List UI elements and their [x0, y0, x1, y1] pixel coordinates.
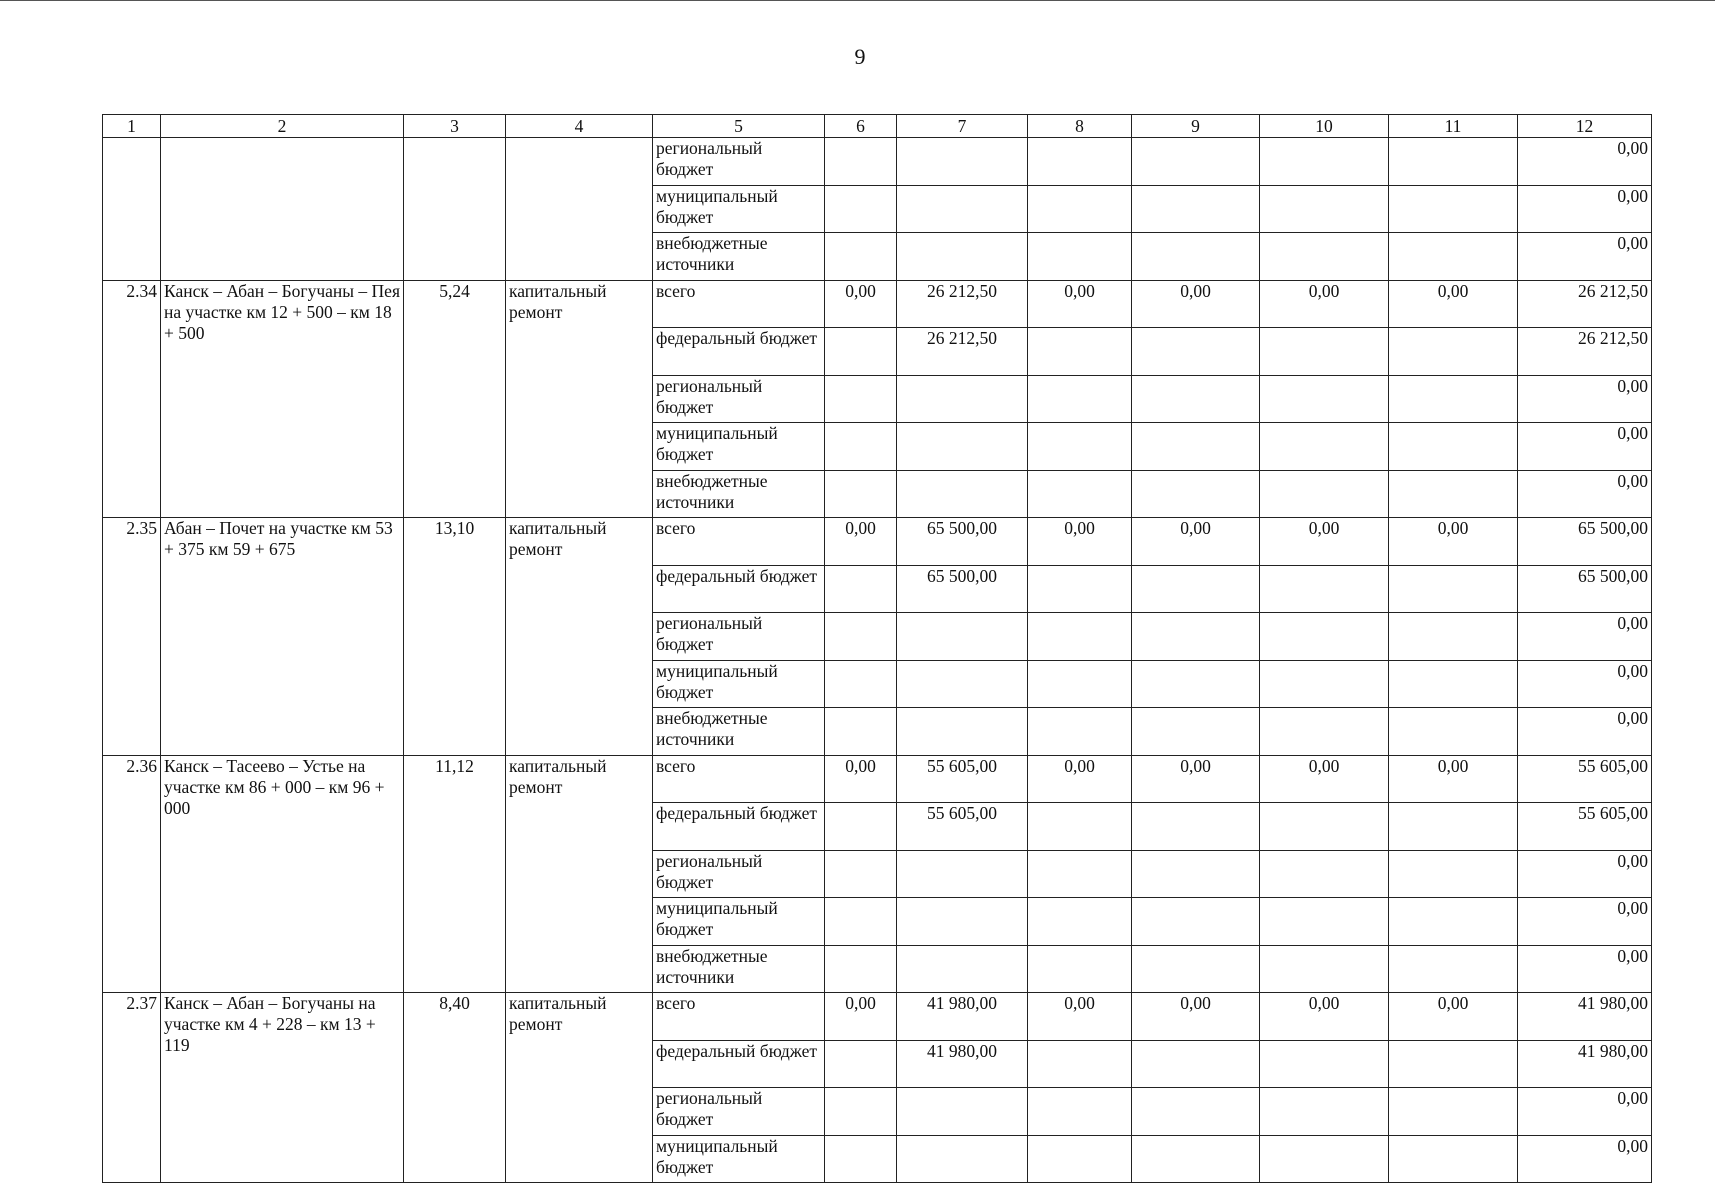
value-cell-c11: 0,00	[1389, 993, 1518, 1041]
value-cell-c11	[1389, 803, 1518, 851]
value-cell-c7	[897, 375, 1028, 423]
value-cell-c8	[1028, 613, 1132, 661]
funding-source-cell: федеральный бюджет	[653, 803, 825, 851]
value-cell-c8	[1028, 1135, 1132, 1183]
funding-source-cell: региональный бюджет	[653, 850, 825, 898]
funding-source-cell: внебюджетные источники	[653, 708, 825, 756]
value-cell-c6	[825, 233, 897, 281]
value-cell-c7	[897, 138, 1028, 186]
value-cell-c9	[1132, 803, 1260, 851]
object-length: 13,10	[404, 518, 506, 756]
column-header: 4	[506, 115, 653, 138]
code-cell	[103, 138, 161, 281]
table-row	[103, 755, 1652, 803]
value-cell-c8	[1028, 708, 1132, 756]
value-cell-c11	[1389, 1135, 1518, 1183]
object-code: 2.35	[103, 518, 161, 756]
value-cell-c8	[1028, 233, 1132, 281]
funding-source-cell: муниципальный бюджет	[653, 185, 825, 233]
total-cell: 55 605,00	[1518, 803, 1652, 851]
value-cell-c8	[1028, 945, 1132, 993]
total-cell: 26 212,50	[1518, 280, 1652, 328]
table-row	[103, 518, 1652, 566]
total-cell: 0,00	[1518, 850, 1652, 898]
value-cell-c8: 0,00	[1028, 518, 1132, 566]
funding-source-cell: региональный бюджет	[653, 138, 825, 186]
value-cell-c9	[1132, 898, 1260, 946]
value-cell-c7	[897, 1088, 1028, 1136]
column-header: 7	[897, 115, 1028, 138]
value-cell-c8	[1028, 1088, 1132, 1136]
total-cell: 41 980,00	[1518, 1040, 1652, 1088]
value-cell-c9	[1132, 660, 1260, 708]
funding-source-cell: всего	[653, 993, 825, 1041]
value-cell-c10	[1260, 898, 1389, 946]
value-cell-c11	[1389, 1088, 1518, 1136]
object-work-type: капитальный ремонт	[506, 993, 653, 1183]
total-cell: 0,00	[1518, 708, 1652, 756]
value-cell-c7	[897, 660, 1028, 708]
funding-source-cell: региональный бюджет	[653, 375, 825, 423]
object-length: 5,24	[404, 280, 506, 518]
value-cell-c8	[1028, 470, 1132, 518]
value-cell-c11	[1389, 613, 1518, 661]
value-cell-c6	[825, 328, 897, 376]
value-cell-c9: 0,00	[1132, 755, 1260, 803]
value-cell-c7	[897, 185, 1028, 233]
funding-source-cell: муниципальный бюджет	[653, 1135, 825, 1183]
total-cell: 0,00	[1518, 423, 1652, 471]
value-cell-c11	[1389, 850, 1518, 898]
value-cell-c10: 0,00	[1260, 755, 1389, 803]
name-cell	[161, 138, 404, 281]
value-cell-c9	[1132, 613, 1260, 661]
total-cell: 0,00	[1518, 375, 1652, 423]
work-type-cell	[506, 138, 653, 281]
value-cell-c8	[1028, 1040, 1132, 1088]
value-cell-c11: 0,00	[1389, 280, 1518, 328]
object-work-type: капитальный ремонт	[506, 755, 653, 993]
value-cell-c9	[1132, 470, 1260, 518]
value-cell-c9	[1132, 1088, 1260, 1136]
column-header: 1	[103, 115, 161, 138]
value-cell-c8	[1028, 423, 1132, 471]
value-cell-c10	[1260, 470, 1389, 518]
value-cell-c10: 0,00	[1260, 518, 1389, 566]
value-cell-c10	[1260, 850, 1389, 898]
value-cell-c8: 0,00	[1028, 280, 1132, 328]
value-cell-c9	[1132, 945, 1260, 993]
funding-source-cell: внебюджетные источники	[653, 470, 825, 518]
total-cell: 0,00	[1518, 1135, 1652, 1183]
value-cell-c6	[825, 660, 897, 708]
value-cell-c11	[1389, 375, 1518, 423]
total-cell: 0,00	[1518, 660, 1652, 708]
funding-source-cell: муниципальный бюджет	[653, 660, 825, 708]
value-cell-c9	[1132, 375, 1260, 423]
table-row	[103, 280, 1652, 328]
value-cell-c6	[825, 138, 897, 186]
value-cell-c8	[1028, 375, 1132, 423]
column-header: 8	[1028, 115, 1132, 138]
value-cell-c10	[1260, 613, 1389, 661]
funding-source-cell: федеральный бюджет	[653, 328, 825, 376]
value-cell-c7	[897, 233, 1028, 281]
value-cell-c6: 0,00	[825, 755, 897, 803]
value-cell-c7	[897, 470, 1028, 518]
value-cell-c9: 0,00	[1132, 518, 1260, 566]
column-header: 12	[1518, 115, 1652, 138]
value-cell-c10	[1260, 138, 1389, 186]
table-row	[103, 993, 1652, 1041]
value-cell-c6	[825, 1088, 897, 1136]
value-cell-c11	[1389, 423, 1518, 471]
value-cell-c9	[1132, 1040, 1260, 1088]
funding-source-cell: федеральный бюджет	[653, 565, 825, 613]
value-cell-c7	[897, 613, 1028, 661]
value-cell-c11	[1389, 898, 1518, 946]
total-cell: 0,00	[1518, 138, 1652, 186]
funding-source-cell: внебюджетные источники	[653, 945, 825, 993]
value-cell-c6: 0,00	[825, 280, 897, 328]
value-cell-c10	[1260, 185, 1389, 233]
value-cell-c6	[825, 613, 897, 661]
funding-source-cell: внебюджетные источники	[653, 233, 825, 281]
value-cell-c9	[1132, 138, 1260, 186]
object-name: Канск – Абан – Богучаны – Пея на участке км 12 + 500 – км 18 + 500	[161, 280, 404, 518]
value-cell-c7	[897, 423, 1028, 471]
total-cell: 0,00	[1518, 470, 1652, 518]
value-cell-c8	[1028, 328, 1132, 376]
column-header: 6	[825, 115, 897, 138]
value-cell-c7: 26 212,50	[897, 280, 1028, 328]
total-cell: 0,00	[1518, 613, 1652, 661]
value-cell-c6	[825, 1135, 897, 1183]
value-cell-c11	[1389, 945, 1518, 993]
value-cell-c10	[1260, 423, 1389, 471]
value-cell-c10	[1260, 803, 1389, 851]
value-cell-c11	[1389, 328, 1518, 376]
value-cell-c7: 41 980,00	[897, 993, 1028, 1041]
value-cell-c8	[1028, 138, 1132, 186]
value-cell-c6	[825, 898, 897, 946]
value-cell-c8	[1028, 850, 1132, 898]
object-length: 8,40	[404, 993, 506, 1183]
value-cell-c10	[1260, 328, 1389, 376]
funding-source-cell: региональный бюджет	[653, 1088, 825, 1136]
funding-source-cell: федеральный бюджет	[653, 1040, 825, 1088]
value-cell-c9	[1132, 185, 1260, 233]
object-code: 2.37	[103, 993, 161, 1183]
column-header: 5	[653, 115, 825, 138]
value-cell-c9	[1132, 565, 1260, 613]
total-cell: 26 212,50	[1518, 328, 1652, 376]
value-cell-c8	[1028, 660, 1132, 708]
value-cell-c10: 0,00	[1260, 280, 1389, 328]
column-number-row	[103, 115, 1652, 138]
value-cell-c9	[1132, 233, 1260, 281]
value-cell-c7: 26 212,50	[897, 328, 1028, 376]
value-cell-c6	[825, 185, 897, 233]
value-cell-c8: 0,00	[1028, 755, 1132, 803]
value-cell-c8	[1028, 185, 1132, 233]
value-cell-c9: 0,00	[1132, 280, 1260, 328]
column-header: 2	[161, 115, 404, 138]
value-cell-c10	[1260, 708, 1389, 756]
total-cell: 0,00	[1518, 1088, 1652, 1136]
value-cell-c11	[1389, 1040, 1518, 1088]
value-cell-c6	[825, 470, 897, 518]
value-cell-c7: 65 500,00	[897, 518, 1028, 566]
value-cell-c9	[1132, 423, 1260, 471]
value-cell-c11	[1389, 470, 1518, 518]
value-cell-c11	[1389, 660, 1518, 708]
financing-table	[102, 114, 1652, 1183]
value-cell-c9: 0,00	[1132, 993, 1260, 1041]
value-cell-c7: 55 605,00	[897, 755, 1028, 803]
value-cell-c6: 0,00	[825, 518, 897, 566]
object-work-type: капитальный ремонт	[506, 518, 653, 756]
column-header: 3	[404, 115, 506, 138]
value-cell-c6	[825, 708, 897, 756]
funding-source-cell: муниципальный бюджет	[653, 423, 825, 471]
value-cell-c9	[1132, 328, 1260, 376]
total-cell: 0,00	[1518, 898, 1652, 946]
value-cell-c7: 41 980,00	[897, 1040, 1028, 1088]
total-cell: 0,00	[1518, 945, 1652, 993]
total-cell: 55 605,00	[1518, 755, 1652, 803]
object-name: Канск – Абан – Богучаны на участке км 4 + 228 – км 13 + 119	[161, 993, 404, 1183]
value-cell-c10: 0,00	[1260, 993, 1389, 1041]
value-cell-c7	[897, 898, 1028, 946]
value-cell-c6: 0,00	[825, 993, 897, 1041]
value-cell-c7: 65 500,00	[897, 565, 1028, 613]
value-cell-c11	[1389, 233, 1518, 281]
value-cell-c6	[825, 850, 897, 898]
value-cell-c6	[825, 945, 897, 993]
total-cell: 65 500,00	[1518, 565, 1652, 613]
value-cell-c11	[1389, 708, 1518, 756]
value-cell-c6	[825, 803, 897, 851]
funding-source-cell: всего	[653, 518, 825, 566]
value-cell-c9	[1132, 708, 1260, 756]
value-cell-c11: 0,00	[1389, 518, 1518, 566]
column-header: 11	[1389, 115, 1518, 138]
object-name: Канск – Тасеево – Устье на участке км 86 + 000 – км 96 + 000	[161, 755, 404, 993]
value-cell-c8	[1028, 565, 1132, 613]
object-length: 11,12	[404, 755, 506, 993]
value-cell-c10	[1260, 945, 1389, 993]
value-cell-c6	[825, 1040, 897, 1088]
total-cell: 41 980,00	[1518, 993, 1652, 1041]
value-cell-c6	[825, 423, 897, 471]
page-number: 9	[854, 44, 866, 69]
funding-source-cell: всего	[653, 280, 825, 328]
value-cell-c11	[1389, 138, 1518, 186]
value-cell-c10	[1260, 1040, 1389, 1088]
value-cell-c9	[1132, 1135, 1260, 1183]
value-cell-c8	[1028, 898, 1132, 946]
value-cell-c6	[825, 375, 897, 423]
value-cell-c11	[1389, 185, 1518, 233]
value-cell-c7	[897, 945, 1028, 993]
value-cell-c8: 0,00	[1028, 993, 1132, 1041]
table-body	[103, 138, 1652, 1183]
page-top-edge	[0, 0, 1715, 1]
column-header: 9	[1132, 115, 1260, 138]
object-code: 2.34	[103, 280, 161, 518]
total-cell: 0,00	[1518, 233, 1652, 281]
value-cell-c10	[1260, 233, 1389, 281]
length-cell	[404, 138, 506, 281]
object-work-type: капитальный ремонт	[506, 280, 653, 518]
column-header: 10	[1260, 115, 1389, 138]
value-cell-c7	[897, 708, 1028, 756]
value-cell-c10	[1260, 565, 1389, 613]
value-cell-c10	[1260, 1135, 1389, 1183]
total-cell: 0,00	[1518, 185, 1652, 233]
funding-source-cell: региональный бюджет	[653, 613, 825, 661]
total-cell: 65 500,00	[1518, 518, 1652, 566]
value-cell-c7: 55 605,00	[897, 803, 1028, 851]
funding-source-cell: всего	[653, 755, 825, 803]
table-row	[103, 138, 1652, 186]
funding-source-cell: муниципальный бюджет	[653, 898, 825, 946]
object-name: Абан – Почет на участке км 53 + 375 км 59 + 675	[161, 518, 404, 756]
value-cell-c10	[1260, 660, 1389, 708]
value-cell-c10	[1260, 375, 1389, 423]
value-cell-c11: 0,00	[1389, 755, 1518, 803]
value-cell-c7	[897, 1135, 1028, 1183]
value-cell-c9	[1132, 850, 1260, 898]
value-cell-c6	[825, 565, 897, 613]
value-cell-c10	[1260, 1088, 1389, 1136]
value-cell-c7	[897, 850, 1028, 898]
value-cell-c8	[1028, 803, 1132, 851]
object-code: 2.36	[103, 755, 161, 993]
value-cell-c11	[1389, 565, 1518, 613]
